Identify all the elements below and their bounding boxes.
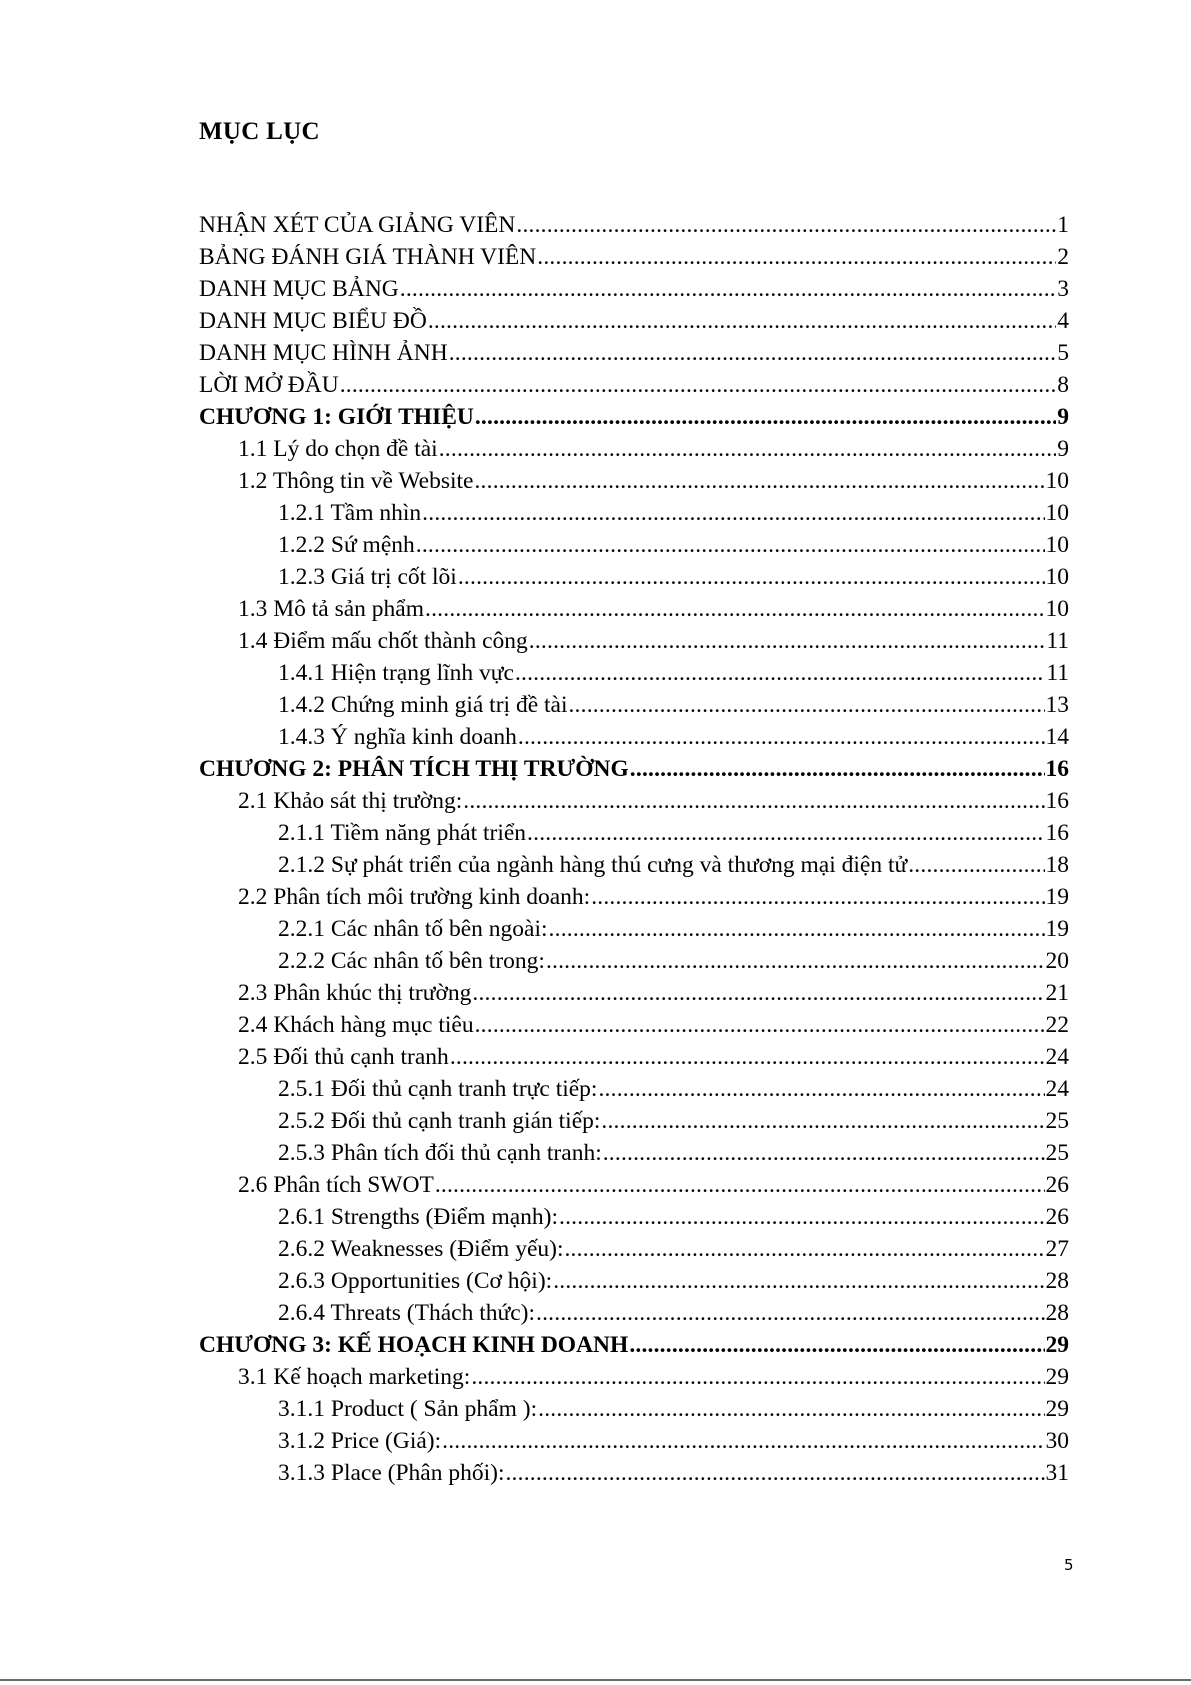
- toc-entry[interactable]: [199, 1297, 1069, 1329]
- toc-entry[interactable]: [199, 1105, 1069, 1137]
- toc-entry-page: 31: [1045, 1460, 1069, 1486]
- toc-entry[interactable]: [199, 1233, 1069, 1265]
- toc-entry-title: NHẬN XÉT CỦA GIẢNG VIÊN: [199, 212, 516, 238]
- toc-entry-page: 2: [1057, 244, 1069, 270]
- toc-entry-page: 14: [1045, 724, 1069, 750]
- toc-dot-leader: [559, 1201, 1044, 1233]
- toc-entry[interactable]: [199, 1393, 1069, 1425]
- toc-entry[interactable]: [199, 913, 1069, 945]
- toc-entry[interactable]: [199, 561, 1069, 593]
- toc-entry-title: 2.6.2 Weaknesses (Điểm yếu):: [278, 1236, 564, 1262]
- toc-dot-leader: [475, 1009, 1045, 1041]
- toc-entry-title: 2.6.1 Strengths (Điểm mạnh):: [278, 1204, 559, 1230]
- toc-entry-title: BẢNG ĐÁNH GIÁ THÀNH VIÊN: [199, 244, 537, 270]
- toc-dot-leader: [908, 849, 1044, 881]
- toc-dot-leader: [416, 529, 1045, 561]
- toc-entry-title: 2.5 Đối thủ cạnh tranh: [238, 1044, 449, 1070]
- toc-dot-leader: [630, 753, 1045, 785]
- toc-entry-title: 2.6 Phân tích SWOT: [238, 1172, 434, 1198]
- toc-dot-leader: [449, 337, 1057, 369]
- toc-entry-title: 2.6.4 Threats (Thách thức):: [278, 1300, 536, 1326]
- toc-section-entry[interactable]: [199, 369, 1069, 401]
- toc-section-entry[interactable]: [199, 337, 1069, 369]
- toc-entry[interactable]: [199, 1009, 1069, 1041]
- toc-entry-page: 10: [1045, 564, 1069, 590]
- toc-dot-leader: [537, 241, 1056, 273]
- toc-entry[interactable]: [199, 785, 1069, 817]
- toc-entry-title: 1.4.3 Ý nghĩa kinh doanh: [278, 724, 517, 750]
- toc-entry-page: 22: [1045, 1012, 1069, 1038]
- toc-entry[interactable]: [199, 593, 1069, 625]
- toc-entry[interactable]: [199, 817, 1069, 849]
- toc-dot-leader: [601, 1105, 1044, 1137]
- toc-entry-page: 27: [1045, 1236, 1069, 1262]
- toc-entry-title: DANH MỤC BIỂU ĐỒ: [199, 308, 427, 334]
- toc-dot-leader: [400, 273, 1056, 305]
- toc-entry-page: 9: [1057, 436, 1069, 462]
- toc-chapter-entry[interactable]: [199, 401, 1069, 433]
- page-number: 5: [1064, 1556, 1074, 1574]
- toc-entry-page: 21: [1045, 980, 1069, 1006]
- toc-entry-page: 10: [1045, 500, 1069, 526]
- toc-entry-title: 1.3 Mô tả sản phẩm: [238, 596, 425, 622]
- toc-entry-page: 16: [1045, 820, 1069, 846]
- toc-entry-title: 2.5.3 Phân tích đối thủ cạnh tranh:: [278, 1140, 602, 1166]
- toc-entry-title: CHƯƠNG 3: KẾ HOẠCH KINH DOANH: [199, 1332, 629, 1358]
- toc-entry[interactable]: [199, 433, 1069, 465]
- toc-entry-title: 1.4 Điểm mấu chốt thành công: [238, 628, 528, 654]
- toc-entry[interactable]: [199, 465, 1069, 497]
- toc-entry-page: 10: [1045, 596, 1069, 622]
- toc-entry[interactable]: [199, 689, 1069, 721]
- toc-section-entry[interactable]: [199, 209, 1069, 241]
- toc-entry-title: 2.1.1 Tiềm năng phát triển: [278, 820, 527, 846]
- toc-entry-page: 1: [1057, 212, 1069, 238]
- toc-entry-page: 25: [1045, 1140, 1069, 1166]
- toc-dot-leader: [505, 1457, 1044, 1489]
- toc-entry[interactable]: [199, 721, 1069, 753]
- toc-entry-page: 10: [1045, 532, 1069, 558]
- toc-entry-page: 30: [1045, 1428, 1069, 1454]
- toc-entry[interactable]: [199, 1137, 1069, 1169]
- toc-entry-page: 11: [1046, 628, 1069, 654]
- toc-dot-leader: [591, 881, 1044, 913]
- table-of-contents: [199, 209, 1069, 1489]
- toc-entry[interactable]: [199, 945, 1069, 977]
- toc-entry-page: 4: [1057, 308, 1069, 334]
- toc-dot-leader: [422, 497, 1044, 529]
- toc-entry-page: 19: [1045, 916, 1069, 942]
- toc-entry-title: 1.2 Thông tin về Website: [238, 468, 474, 494]
- toc-entry-title: LỜI MỞ ĐẦU: [199, 372, 339, 398]
- toc-dot-leader: [553, 1265, 1044, 1297]
- toc-dot-leader: [629, 1329, 1044, 1361]
- toc-dot-leader: [425, 593, 1044, 625]
- toc-entry-page: 19: [1045, 884, 1069, 910]
- toc-entry-title: 2.4 Khách hàng mục tiêu: [238, 1012, 474, 1038]
- toc-entry-title: CHƯƠNG 2: PHÂN TÍCH THỊ TRƯỜNG: [199, 756, 629, 782]
- toc-dot-leader: [546, 945, 1045, 977]
- toc-dot-leader: [472, 977, 1044, 1009]
- toc-entry-title: 2.1 Khảo sát thị trường:: [238, 788, 463, 814]
- toc-entry[interactable]: [199, 1425, 1069, 1457]
- toc-entry-page: 9: [1057, 404, 1069, 430]
- toc-entry[interactable]: [199, 849, 1069, 881]
- toc-dot-leader: [568, 689, 1044, 721]
- toc-entry[interactable]: [199, 1073, 1069, 1105]
- toc-dot-leader: [450, 1041, 1045, 1073]
- toc-entry-title: 2.2.2 Các nhân tố bên trong:: [278, 948, 545, 974]
- toc-entry-page: 29: [1045, 1332, 1069, 1358]
- toc-entry-page: 5: [1057, 340, 1069, 366]
- toc-chapter-entry[interactable]: [199, 753, 1069, 785]
- toc-entry[interactable]: [199, 657, 1069, 689]
- toc-entry-page: 26: [1045, 1172, 1069, 1198]
- toc-dot-leader: [435, 1169, 1045, 1201]
- toc-dot-leader: [538, 1393, 1044, 1425]
- toc-dot-leader: [428, 305, 1056, 337]
- toc-entry-title: 2.3 Phân khúc thị trường: [238, 980, 472, 1006]
- toc-dot-leader: [603, 1137, 1045, 1169]
- toc-entry-title: 2.2 Phân tích môi trường kinh doanh:: [238, 884, 591, 910]
- toc-entry-page: 24: [1045, 1044, 1069, 1070]
- toc-entry-page: 20: [1045, 948, 1069, 974]
- toc-dot-leader: [458, 561, 1045, 593]
- toc-entry-page: 25: [1045, 1108, 1069, 1134]
- toc-dot-leader: [598, 1073, 1044, 1105]
- toc-entry-title: 1.2.1 Tầm nhìn: [278, 500, 422, 526]
- toc-entry-title: 3.1.3 Place (Phân phối):: [278, 1460, 505, 1486]
- toc-entry-title: 3.1.1 Product ( Sản phẩm ):: [278, 1396, 538, 1422]
- toc-entry-title: CHƯƠNG 1: GIỚI THIỆU: [199, 404, 474, 430]
- toc-entry-title: 2.1.2 Sự phát triển của ngành hàng thú cưng và thương mại điện tử: [278, 852, 908, 878]
- toc-entry-title: 2.2.1 Các nhân tố bên ngoài:: [278, 916, 548, 942]
- toc-entry[interactable]: [199, 1041, 1069, 1073]
- toc-dot-leader: [471, 1361, 1044, 1393]
- toc-chapter-entry[interactable]: [199, 1329, 1069, 1361]
- toc-entry[interactable]: [199, 1169, 1069, 1201]
- toc-entry-page: 28: [1045, 1300, 1069, 1326]
- toc-entry-title: 2.5.2 Đối thủ cạnh tranh gián tiếp:: [278, 1108, 601, 1134]
- toc-entry[interactable]: [199, 881, 1069, 913]
- toc-dot-leader: [536, 1297, 1044, 1329]
- toc-dot-leader: [442, 1425, 1044, 1457]
- toc-dot-leader: [564, 1233, 1044, 1265]
- toc-entry[interactable]: [199, 977, 1069, 1009]
- toc-section-entry[interactable]: [199, 273, 1069, 305]
- toc-dot-leader: [549, 913, 1045, 945]
- toc-dot-leader: [340, 369, 1057, 401]
- toc-entry[interactable]: [199, 1361, 1069, 1393]
- toc-section-entry[interactable]: [199, 305, 1069, 337]
- toc-entry-page: 18: [1045, 852, 1069, 878]
- toc-entry-page: 16: [1045, 756, 1069, 782]
- toc-dot-leader: [518, 721, 1045, 753]
- toc-entry-page: 29: [1045, 1396, 1069, 1422]
- toc-entry-title: 1.4.2 Chứng minh giá trị đề tài: [278, 692, 568, 718]
- page-title: MỤC LỤC: [199, 118, 320, 145]
- toc-entry[interactable]: [199, 1201, 1069, 1233]
- toc-entry[interactable]: [199, 1457, 1069, 1489]
- toc-entry-page: 16: [1045, 788, 1069, 814]
- toc-entry-page: 13: [1045, 692, 1069, 718]
- toc-entry-page: 28: [1045, 1268, 1069, 1294]
- toc-dot-leader: [475, 401, 1056, 433]
- toc-entry-title: DANH MỤC BẢNG: [199, 276, 399, 302]
- toc-entry-title: 3.1.2 Price (Giá):: [278, 1428, 442, 1454]
- toc-section-entry[interactable]: [199, 241, 1069, 273]
- toc-entry-page: 26: [1045, 1204, 1069, 1230]
- toc-entry[interactable]: [199, 497, 1069, 529]
- toc-entry-page: 11: [1046, 660, 1069, 686]
- toc-entry-title: 3.1 Kế hoạch marketing:: [238, 1364, 471, 1390]
- bottom-rule: [0, 1679, 1191, 1681]
- toc-entry-page: 10: [1045, 468, 1069, 494]
- toc-entry-title: 2.5.1 Đối thủ cạnh tranh trực tiếp:: [278, 1076, 598, 1102]
- toc-entry-title: 1.4.1 Hiện trạng lĩnh vực: [278, 660, 514, 686]
- toc-entry-page: 3: [1057, 276, 1069, 302]
- toc-dot-leader: [527, 817, 1044, 849]
- toc-dot-leader: [529, 625, 1046, 657]
- toc-entry-title: 2.6.3 Opportunities (Cơ hội):: [278, 1268, 553, 1294]
- toc-entry-page: 29: [1045, 1364, 1069, 1390]
- toc-entry-title: 1.1 Lý do chọn đề tài: [238, 436, 438, 462]
- toc-dot-leader: [516, 209, 1056, 241]
- toc-entry-title: 1.2.2 Sứ mệnh: [278, 532, 415, 558]
- toc-entry[interactable]: [199, 1265, 1069, 1297]
- toc-dot-leader: [439, 433, 1057, 465]
- toc-entry-page: 24: [1045, 1076, 1069, 1102]
- toc-entry-page: 8: [1057, 372, 1069, 398]
- toc-dot-leader: [515, 657, 1045, 689]
- toc-dot-leader: [474, 465, 1044, 497]
- toc-entry-title: DANH MỤC HÌNH ẢNH: [199, 340, 448, 366]
- toc-entry[interactable]: [199, 625, 1069, 657]
- toc-entry-title: 1.2.3 Giá trị cốt lõi: [278, 564, 457, 590]
- toc-dot-leader: [463, 785, 1044, 817]
- toc-entry[interactable]: [199, 529, 1069, 561]
